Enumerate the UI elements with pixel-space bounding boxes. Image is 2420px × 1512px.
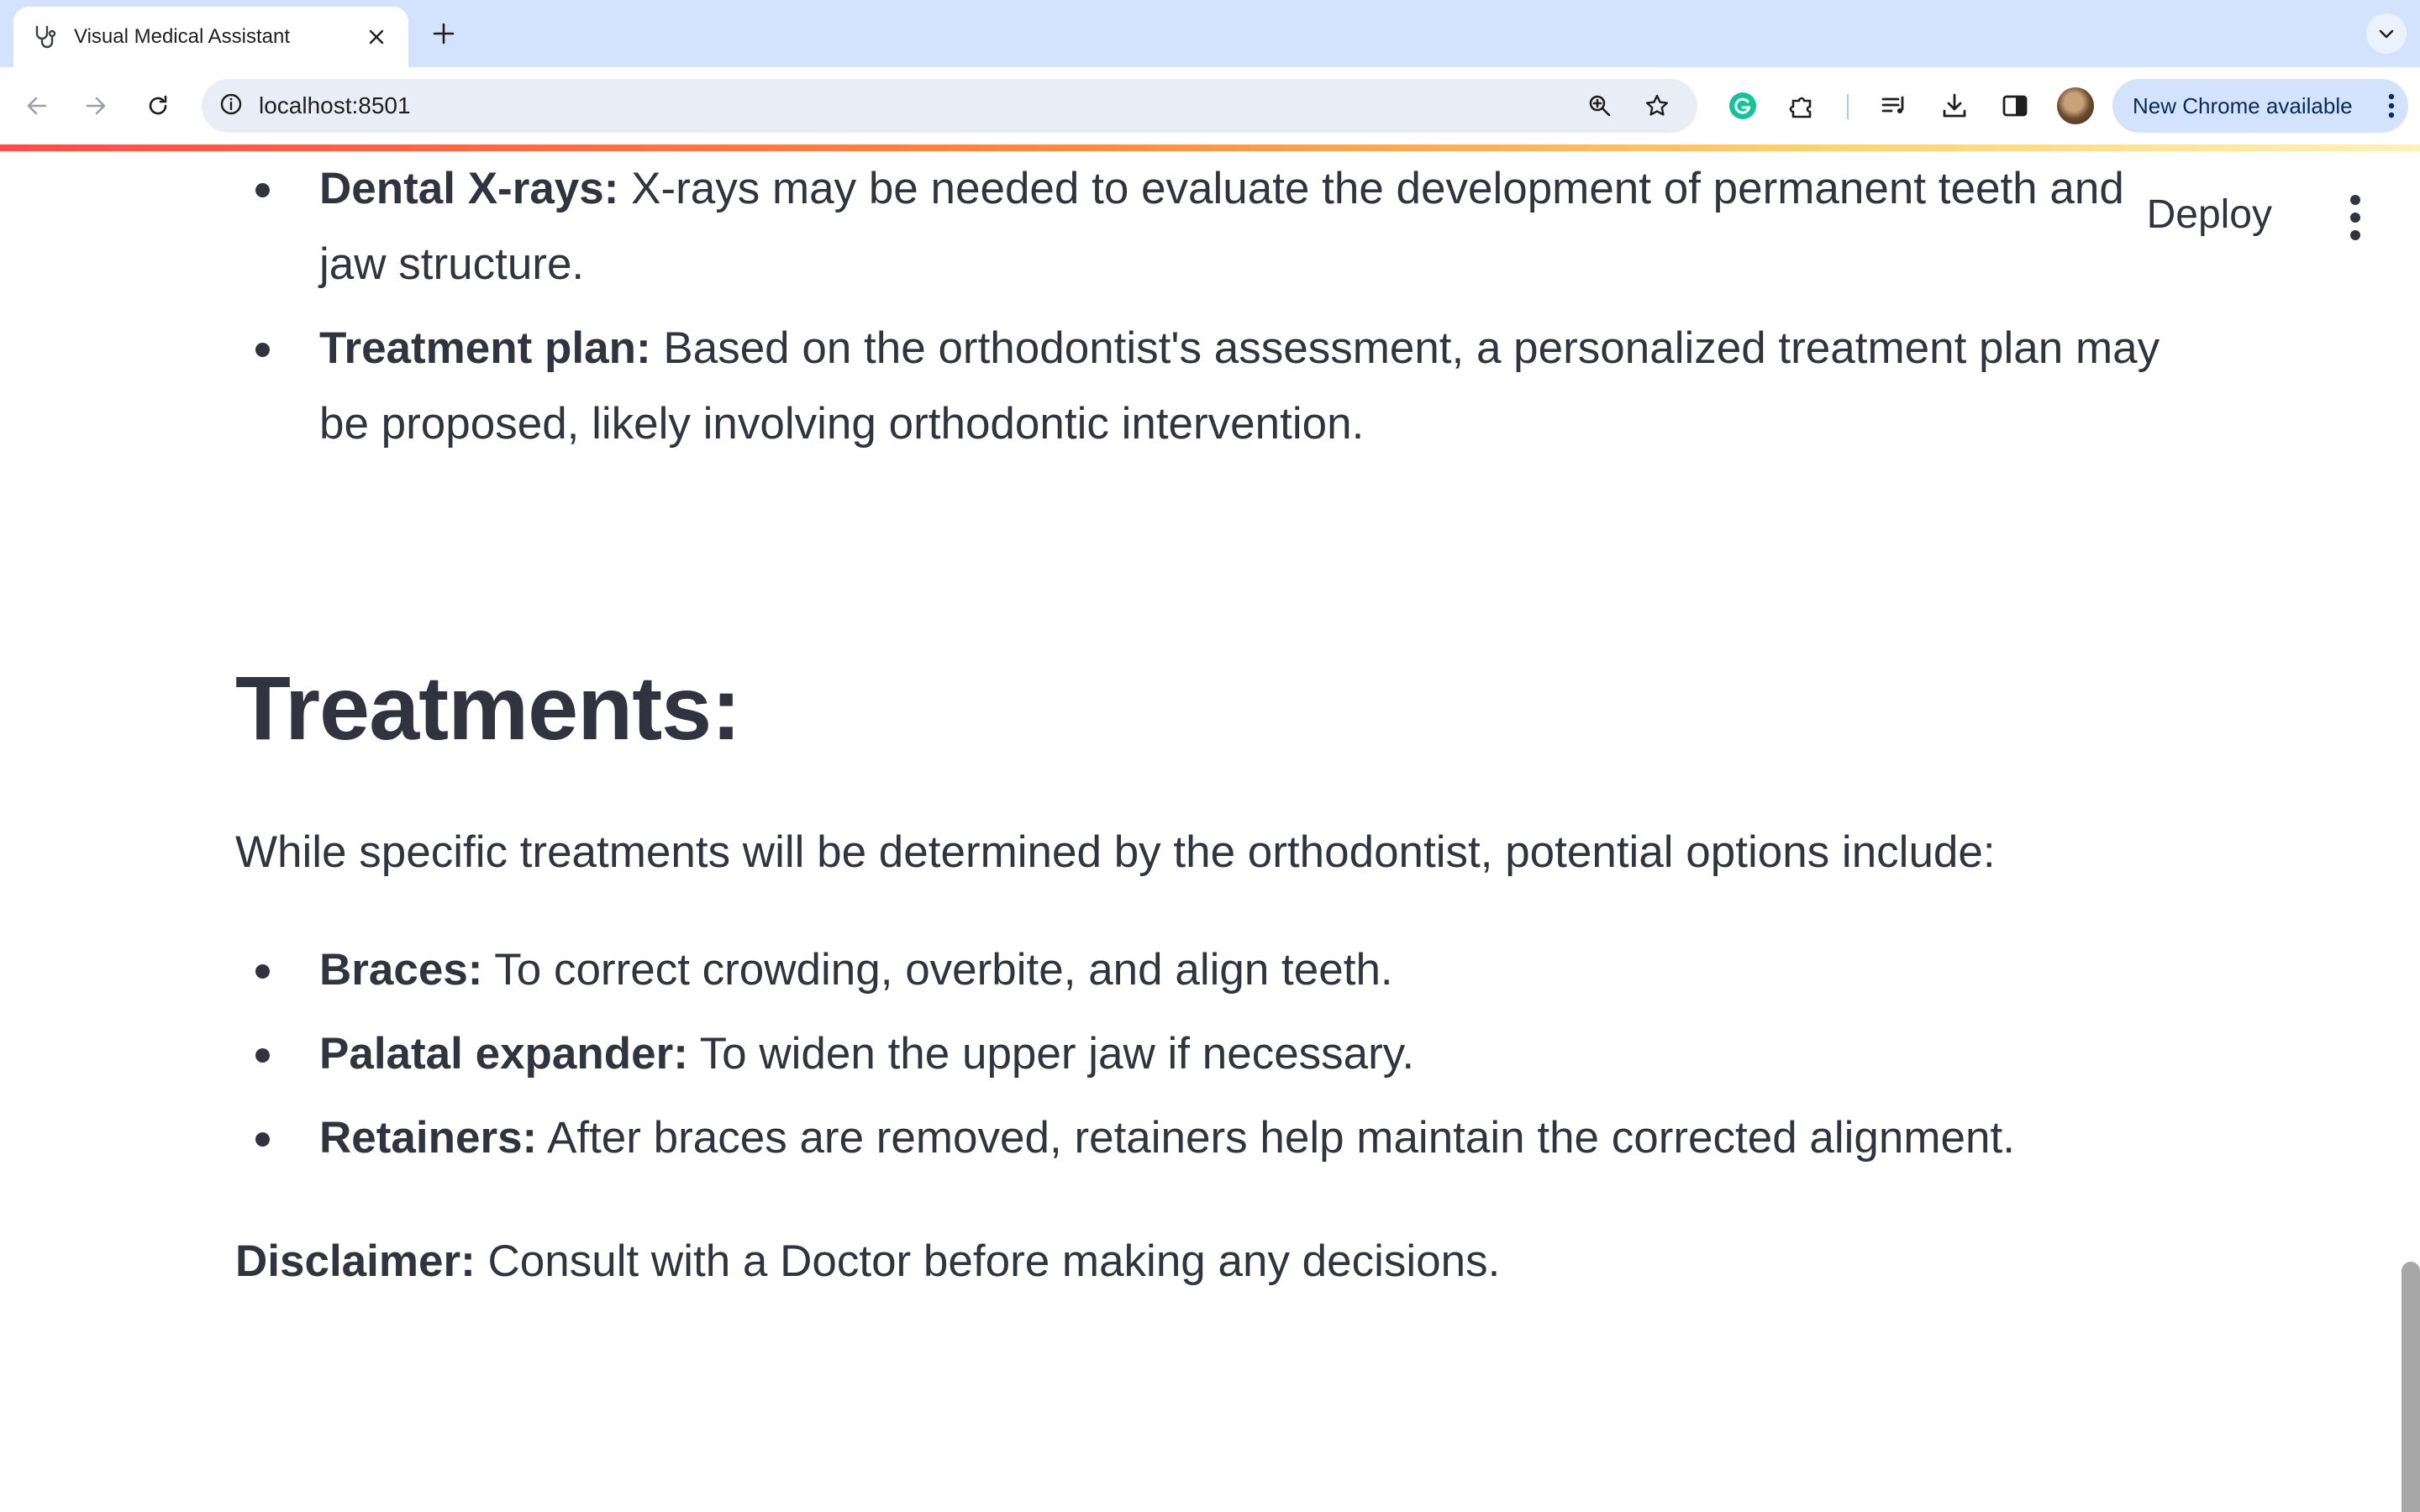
back-button[interactable]	[17, 86, 57, 126]
findings-list	[235, 164, 2202, 462]
new-tab-button[interactable]	[427, 17, 460, 50]
list-item-text: X-rays may be needed to evaluate the development of permanent teeth and jaw structure.	[319, 164, 2124, 289]
list-item-term: Braces:	[319, 945, 483, 995]
list-item	[235, 151, 2202, 302]
list-item	[235, 932, 2202, 1008]
puzzle-icon[interactable]	[1783, 86, 1823, 126]
browser-tab[interactable]	[13, 7, 408, 67]
zoom-icon[interactable]	[1580, 86, 1620, 126]
list-item-text: To widen the upper jaw if necessary.	[687, 1029, 1415, 1079]
disclaimer	[235, 1224, 1500, 1299]
tab-search-button[interactable]	[2366, 13, 2407, 54]
reload-button[interactable]	[138, 86, 178, 126]
disclaimer-text: Consult with a Doctor before making any decisions.	[475, 1236, 1501, 1286]
treatments-list	[235, 932, 2202, 1184]
list-item-text: After braces are removed, retainers help maintain the corrected alignment.	[537, 1113, 2015, 1163]
address-bar[interactable]	[202, 79, 1697, 133]
loading-progress-strip	[0, 144, 2420, 151]
reload-icon	[145, 92, 171, 119]
forward-button[interactable]	[76, 86, 116, 126]
more-vertical-icon-dot	[2350, 213, 2360, 223]
grammarly-icon[interactable]	[1723, 86, 1763, 126]
disclaimer-term: Disclaimer:	[235, 1236, 476, 1286]
section-intro: While specific treatments will be determined by the orthodontist, potential options include:	[235, 827, 1996, 877]
arrow-right-icon	[82, 92, 109, 119]
main-menu-button[interactable]	[2343, 195, 2368, 240]
list-item	[235, 311, 2202, 462]
update-chip-label: New Chrome available	[2133, 92, 2353, 118]
list-item-text: Based on the orthodontist's assessment, a personalized treatment plan may be proposed, likely involving orthodontic intervention.	[319, 323, 2160, 449]
list-item-term: Palatal expander:	[319, 1029, 688, 1079]
url-text[interactable]: localhost:8501	[259, 92, 411, 118]
more-vertical-icon-dot	[2350, 230, 2360, 240]
list-item-term: Retainers:	[319, 1113, 538, 1163]
deploy-button[interactable]: Deploy	[2146, 192, 2272, 237]
list-item	[235, 1016, 2202, 1092]
tab-title: Visual Medical Assistant	[74, 25, 291, 48]
side-panel-icon[interactable]	[1995, 86, 2035, 126]
section-heading: Treatments:	[235, 657, 741, 759]
stethoscope-icon	[30, 22, 60, 52]
profile-avatar[interactable]	[2057, 87, 2094, 124]
close-tab-icon[interactable]	[361, 22, 392, 52]
media-control-icon[interactable]	[1874, 86, 1914, 126]
download-icon[interactable]	[1934, 86, 1975, 126]
page-viewport	[0, 151, 2420, 1512]
list-item-term: Dental X-rays:	[319, 164, 619, 213]
toolbar-separator	[1847, 94, 1849, 119]
chevron-down-icon	[2376, 24, 2396, 44]
list-item	[235, 1100, 2202, 1176]
list-item-term: Treatment plan:	[319, 323, 651, 373]
browser-toolbar	[0, 67, 2420, 144]
scrollbar-thumb[interactable]	[2402, 1262, 2420, 1512]
more-vertical-icon	[2350, 195, 2360, 205]
browser-tab-strip	[0, 0, 2420, 67]
site-info-icon[interactable]	[218, 92, 244, 121]
update-chrome-button[interactable]	[2112, 79, 2408, 133]
more-vertical-icon	[2375, 92, 2408, 119]
arrow-left-icon	[24, 92, 50, 119]
list-item-text: To correct crowding, overbite, and align teeth.	[482, 945, 1393, 995]
star-icon[interactable]	[1637, 86, 1677, 126]
